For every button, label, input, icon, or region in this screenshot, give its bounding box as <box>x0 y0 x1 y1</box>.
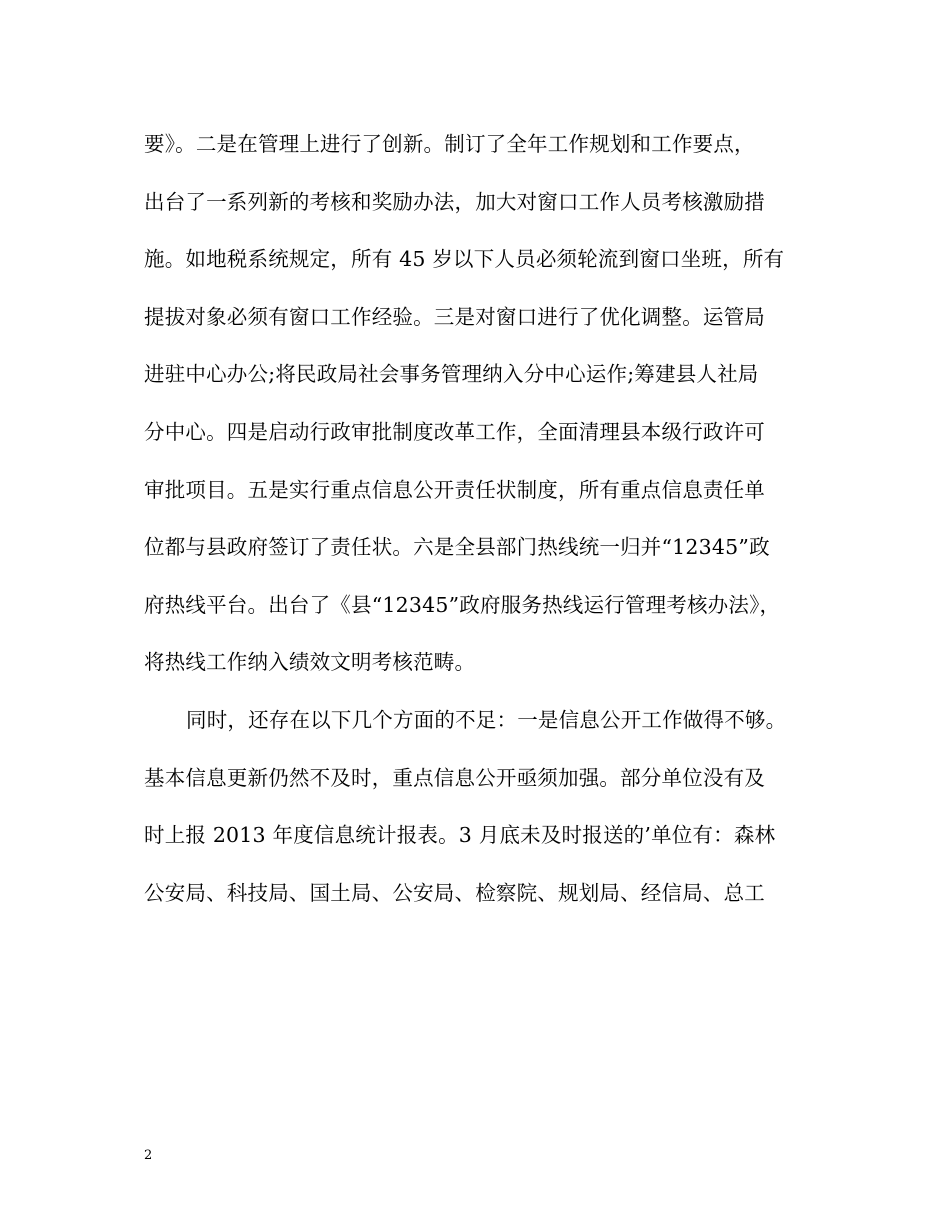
text-line-4: 提拔对象必须有窗口工作经验。三是对窗口进行了优化调整。运管局 <box>144 304 765 329</box>
text-line-9: 府热线平台。出台了《县“12345”政府服务热线运行管理考核办法》， <box>144 592 781 617</box>
text-line-10: 将热线工作纳入绩效文明考核范畴。 <box>144 650 476 675</box>
text-line-5: 进驻中心办公;将民政局社会事务管理纳入分中心运作;筹建县人社局 <box>144 362 759 387</box>
text-line-12: 基本信息更新仍然不及时，重点信息公开亟须加强。部分单位没有及 <box>144 765 765 790</box>
text-line-8: 位都与县政府签订了责任状。六是全县部门热线统一归并“12345”政 <box>144 535 770 560</box>
text-line-13: 时上报 2013 年度信息统计报表。3 月底未及时报送的’单位有：森林 <box>144 823 776 848</box>
text-line-6: 分中心。四是启动行政审批制度改革工作，全面清理县本级行政许可 <box>144 419 765 444</box>
text-line-1: 要》。二是在管理上进行了创新。制订了全年工作规划和工作要点， <box>144 132 755 156</box>
paragraph-start-line: 同时，还存在以下几个方面的不足：一是信息公开工作做得不够。 <box>186 707 787 732</box>
text-line-7: 审批项目。五是实行重点信息公开责任状制度，所有重点信息责任单 <box>144 477 765 502</box>
page-number: 2 <box>144 1148 153 1163</box>
text-line-14: 公安局、科技局、国土局、公安局、检察院、规划局、经信局、总工 <box>144 880 765 905</box>
text-line-3: 施。如地税系统规定，所有 45 岁以下人员必须轮流到窗口坐班，所有 <box>144 247 785 272</box>
body-text <box>144 124 834 930</box>
text-line-2: 出台了一系列新的考核和奖励办法，加大对窗口工作人员考核激励措 <box>144 189 765 214</box>
